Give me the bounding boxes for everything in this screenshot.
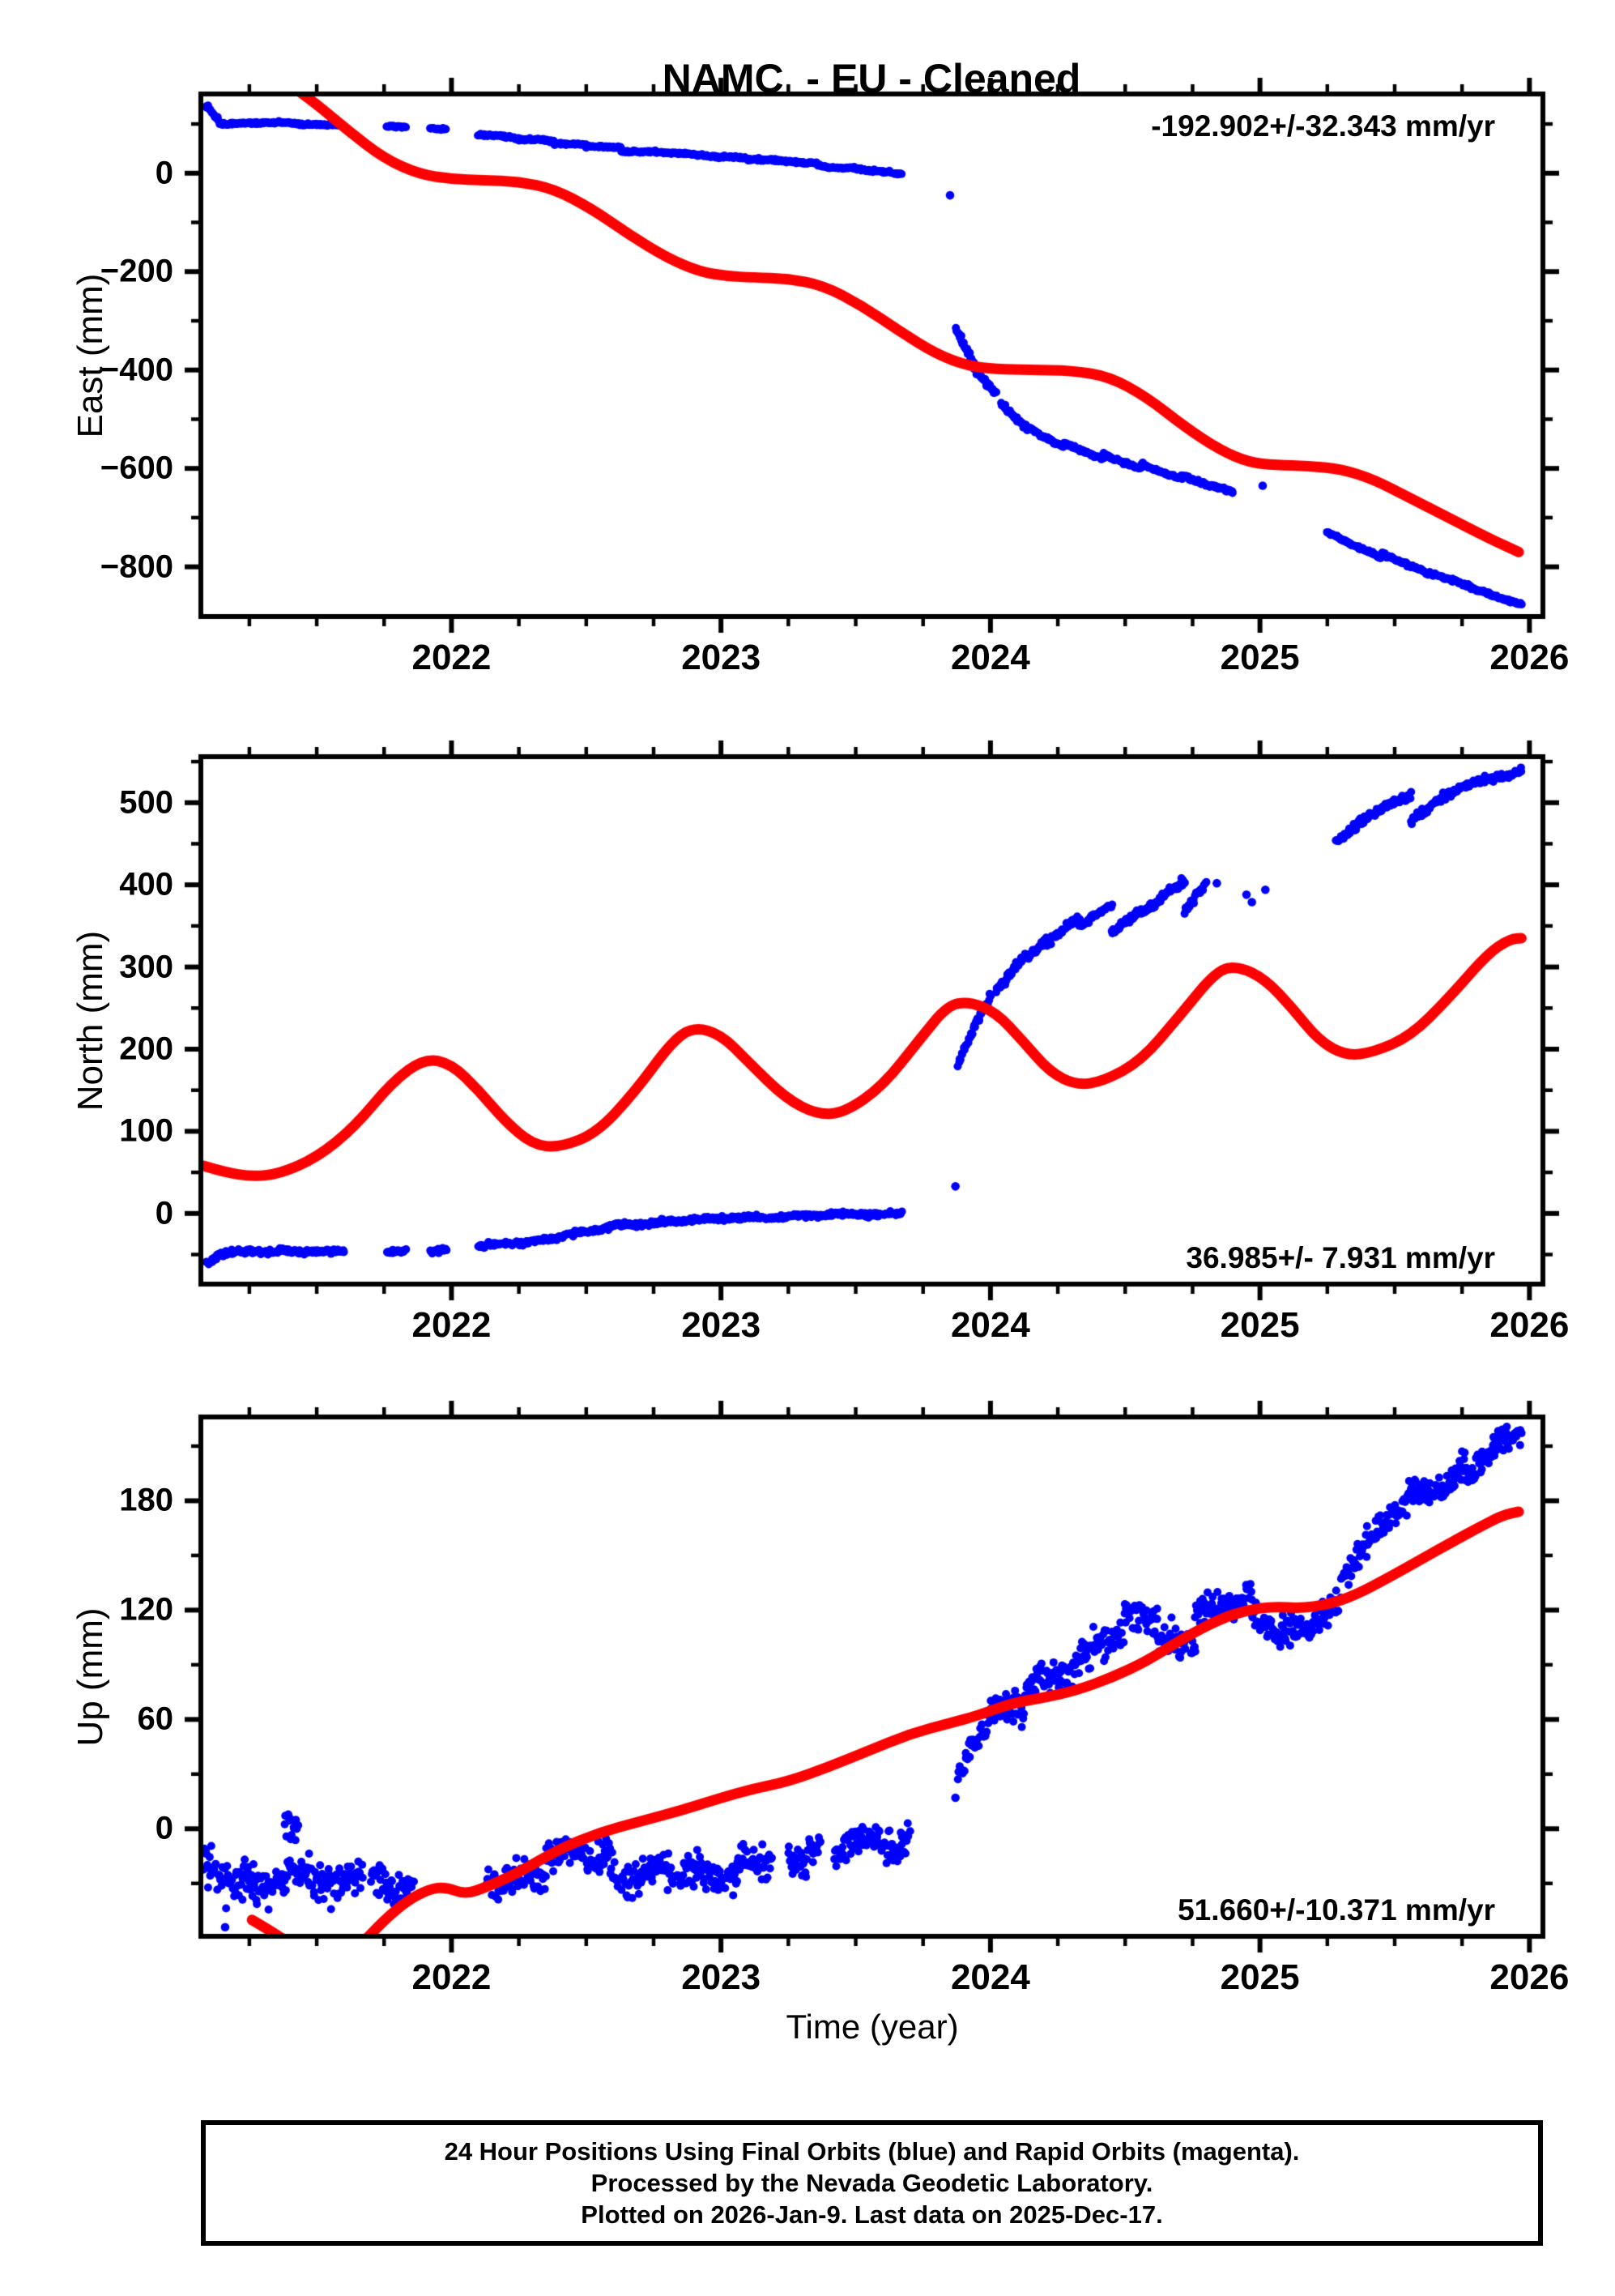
- y-axis-label-up: Up (mm): [70, 1607, 110, 1747]
- x-tick-label-up-1: 2023: [681, 1957, 761, 1997]
- x-tick-label-east-4: 2026: [1489, 638, 1570, 677]
- x-axis-label: Time (year): [786, 2008, 959, 2046]
- x-tick-label-east-1: 2023: [681, 638, 761, 677]
- x-tick-label-up-3: 2025: [1220, 1957, 1300, 1997]
- x-tick-label-east-2: 2024: [950, 638, 1030, 677]
- footer-line-processed: Processed by the Nevada Geodetic Laboratory.: [590, 2169, 1153, 2197]
- velocity-annotation-north: 36.985+/- 7.931 mm/yr: [1186, 1241, 1495, 1274]
- footer-line-plotted: Plotted on 2026-Jan-9. Last data on 2025-Dec-17.: [581, 2200, 1163, 2229]
- page-title: NAMC - EU - Cleaned: [662, 56, 1081, 101]
- y-tick-label-north-1: 100: [119, 1112, 173, 1149]
- y-tick-label-north-0: 0: [155, 1195, 173, 1231]
- footer-box: [201, 2120, 1543, 2246]
- y-tick-label-east-2: −400: [100, 352, 173, 388]
- y-axis-label-north: North (mm): [70, 930, 110, 1111]
- x-tick-label-east-3: 2025: [1220, 638, 1300, 677]
- y-tick-label-north-3: 300: [119, 949, 173, 985]
- y-tick-label-up-0: 0: [155, 1810, 173, 1846]
- y-tick-label-east-1: −200: [100, 253, 173, 289]
- y-tick-label-east-4: −800: [100, 548, 173, 585]
- x-tick-label-north-4: 2026: [1489, 1305, 1570, 1345]
- y-tick-label-east-3: −600: [100, 450, 173, 486]
- y-tick-label-north-5: 500: [119, 784, 173, 821]
- velocity-annotation-up: 51.660+/-10.371 mm/yr: [1178, 1893, 1495, 1927]
- x-tick-label-up-0: 2022: [411, 1957, 492, 1997]
- y-tick-label-up-2: 120: [119, 1591, 173, 1628]
- footer-line-orbits: 24 Hour Positions Using Final Orbits (blue) and Rapid Orbits (magenta).: [444, 2137, 1300, 2166]
- y-tick-label-north-2: 200: [119, 1031, 173, 1067]
- x-tick-label-north-1: 2023: [681, 1305, 761, 1345]
- x-tick-label-north-3: 2025: [1220, 1305, 1300, 1345]
- x-tick-label-up-2: 2024: [950, 1957, 1030, 1997]
- x-tick-label-east-0: 2022: [411, 638, 492, 677]
- y-tick-label-east-0: 0: [155, 155, 173, 191]
- x-tick-label-up-4: 2026: [1489, 1957, 1570, 1997]
- y-axis-label-east: East (mm): [70, 273, 110, 437]
- y-tick-label-up-1: 60: [137, 1701, 173, 1737]
- y-tick-label-up-3: 180: [119, 1482, 173, 1518]
- x-tick-label-north-0: 2022: [411, 1305, 492, 1345]
- velocity-annotation-east: -192.902+/-32.343 mm/yr: [1151, 109, 1495, 143]
- x-tick-label-north-2: 2024: [950, 1305, 1030, 1345]
- y-tick-label-north-4: 400: [119, 866, 173, 903]
